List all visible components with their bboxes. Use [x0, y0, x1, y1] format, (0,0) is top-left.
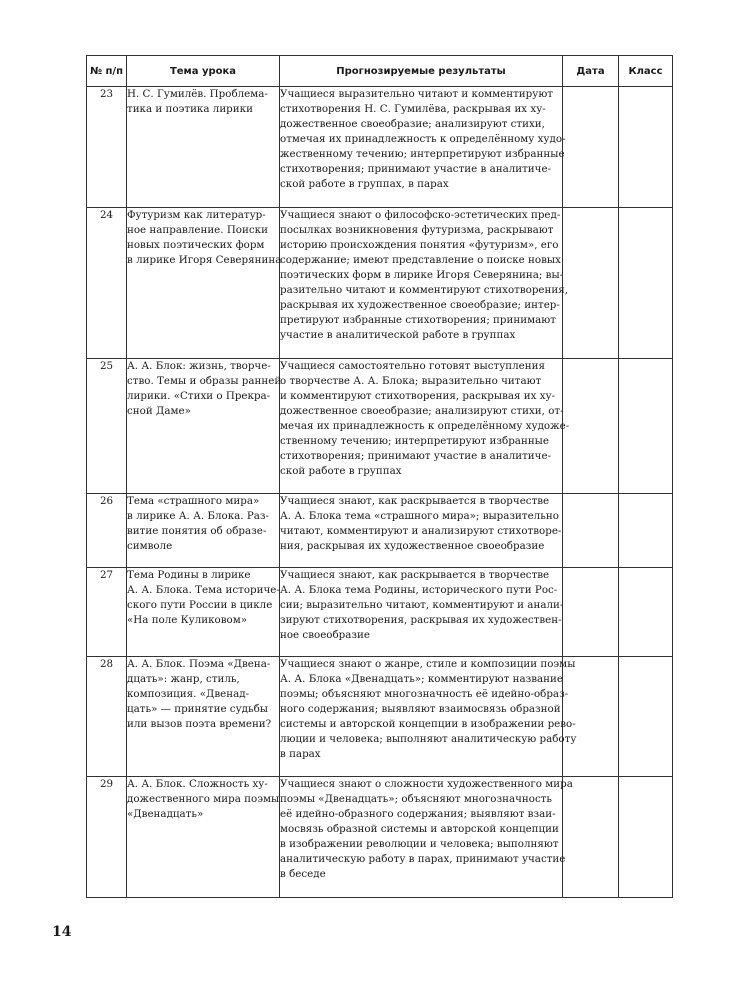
row-num: 28: [87, 657, 127, 777]
table-row: [87, 208, 673, 359]
class-cell: [619, 208, 673, 359]
class-cell: [619, 657, 673, 777]
class-cell: [619, 359, 673, 494]
date-cell: [563, 359, 619, 494]
row-results: Учащиеся самостоятельно готовят выступления о творчестве А. А. Блока; выразительно читают и комментируют стихотворения, раскрывая их ху- дожественное своеобразие; анализируют стихи, от- мечая их принадлежность к определённому художе- ственному течению; интерпретируют избранные стихотворения; принимают участие в аналитиче- ской работе в группах: [280, 359, 563, 494]
row-num: 29: [87, 777, 127, 898]
page-number: 14: [52, 924, 72, 940]
header-topic: Тема урока: [127, 56, 280, 87]
row-results: Учащиеся знают, как раскрывается в творчестве А. А. Блока тема Родины, исторического пути Рос- сии; выразительно читают, комментируют и анали- зируют стихотворения, раскрывая их художествен- ное своеобразие: [280, 568, 563, 657]
date-cell: [563, 568, 619, 657]
row-topic: А. А. Блок: жизнь, творче- ство. Темы и образы ранней лирики. «Стихи о Прекра- сной Даме»: [127, 359, 280, 494]
table-row: [87, 777, 673, 898]
row-topic: А. А. Блок. Поэма «Двена- дцать»: жанр, стиль, композиция. «Двенад- цать» — принятие судьбы или вызов поэта времени?: [127, 657, 280, 777]
class-cell: [619, 87, 673, 208]
row-num: 25: [87, 359, 127, 494]
row-results: Учащиеся знают о философско-эстетических пред- посылках возникновения футуризма, раскрывают историю происхождения понятия «футуризм», его содержание; имеют представление о поиске новых поэтических форм в лирике Игоря Северянина; вы- разительно читают и комментируют стихотворения, раскрывая их художественное своеобразие; интер- претируют избранные стихотворения; принимают участие в аналитической работе в группах: [280, 208, 563, 359]
header-row: [87, 56, 673, 87]
row-num: 26: [87, 494, 127, 568]
header-date: Дата: [563, 56, 619, 87]
date-cell: [563, 208, 619, 359]
row-results: Учащиеся знают, как раскрывается в творчестве А. А. Блока тема «страшного мира»; выразительно читают, комментируют и анализируют стихотворе- ния, раскрывая их художественное своеобразие: [280, 494, 563, 568]
table-row: [87, 568, 673, 657]
row-results: Учащиеся знают о сложности художественного мира поэмы «Двенадцать»; объясняют многозначность её идейно-образного содержания; выявляют взаи- мосвязь образной системы и авторской концепции в изображении революции и человека; выполняют аналитическую работу в парах, принимают участие в беседе: [280, 777, 563, 898]
date-cell: [563, 777, 619, 898]
row-results: Учащиеся выразительно читают и комментируют стихотворения Н. С. Гумилёва, раскрывая их ху- дожественное своеобразие; анализируют стихи, отмечая их принадлежность к определённому худо- жественному течению; интерпретируют избранные стихотворения; принимают участие в аналитиче- ской работе в группах, в парах: [280, 87, 563, 208]
row-topic: Тема Родины в лирике А. А. Блока. Тема историче- ского пути России в цикле «На поле Куликовом»: [127, 568, 280, 657]
class-cell: [619, 494, 673, 568]
table-row: [87, 87, 673, 208]
date-cell: [563, 494, 619, 568]
table-row: [87, 494, 673, 568]
row-num: 23: [87, 87, 127, 208]
row-results: Учащиеся знают о жанре, стиле и композиции поэмы А. А. Блока «Двенадцать»; комментируют название поэмы; объясняют многозначность её идейно-образ- ного содержания; выявляют взаимосвязь образной системы и авторской концепции в изображении рево- люции и человека; выполняют аналитическую работу в парах: [280, 657, 563, 777]
row-topic: А. А. Блок. Сложность ху- дожественного мира поэмы «Двенадцать»: [127, 777, 280, 898]
table-row: [87, 359, 673, 494]
table-row: [87, 657, 673, 777]
row-topic: Н. С. Гумилёв. Проблема- тика и поэтика лирики: [127, 87, 280, 208]
row-topic: Футуризм как литератур- ное направление. Поиски новых поэтических форм в лирике Игоря Северянина: [127, 208, 280, 359]
header-num: № п/п: [87, 56, 127, 87]
header-class: Класс: [619, 56, 673, 87]
header-results: Прогнозируемые результаты: [280, 56, 563, 87]
row-num: 27: [87, 568, 127, 657]
row-topic: Тема «страшного мира» в лирике А. А. Блока. Раз- витие понятия об образе- символе: [127, 494, 280, 568]
class-cell: [619, 568, 673, 657]
row-num: 24: [87, 208, 127, 359]
date-cell: [563, 87, 619, 208]
class-cell: [619, 777, 673, 898]
date-cell: [563, 657, 619, 777]
lesson-plan-table: [86, 55, 673, 898]
